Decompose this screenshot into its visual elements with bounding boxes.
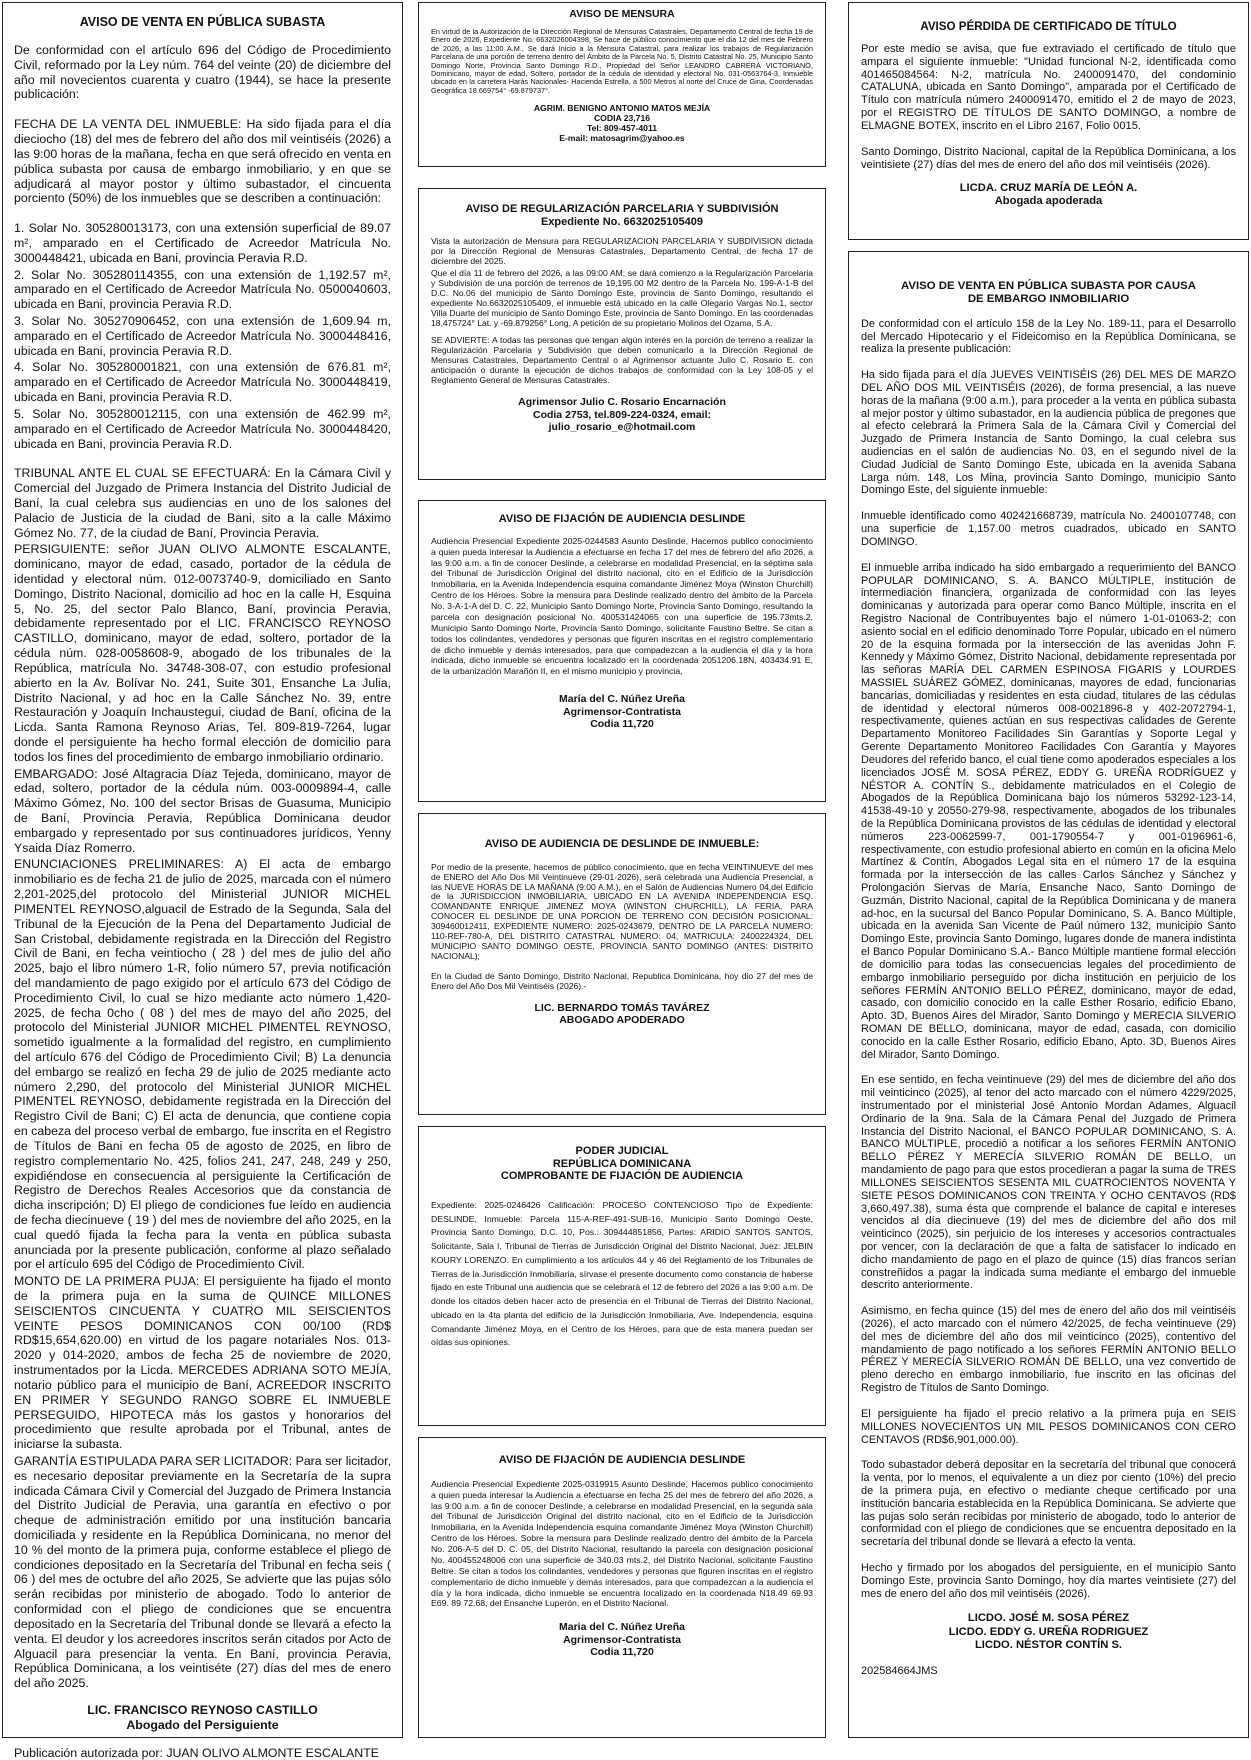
notice-paragraph: TRIBUNAL ANTE EL CUAL SE EFECTUARÁ: En la Cámara Civil y Comercial del Juzgado de Primera Instancia del Distrito Judicial de Baní, la cual celebra sus audiencias en uno de los salones del Palacio de Justicia de la ciudad de Bani, sito a la calle Máximo Gómez No. 77, de la ciudad de Baní, Provincia Peravia. bbox=[14, 466, 391, 540]
signature-role: Abogado del Persiguiente bbox=[126, 1717, 279, 1732]
signature-block bbox=[431, 1002, 813, 1027]
notice-paragraph: ENUNCIACIONES PRELIMINARES: A) El acta de embargo inmobiliario es de fecha 21 de julio de 2025, marcada con el número 2,201-2025,del protocolo del Ministerial JUNIOR MICHEL PIMENTEL REYNOSO,alguacil de Estrado de la Segunda, Sala del Tribunal de la Ejecución de la Pena del Departamento Judicial de San Cristobal, debidamente registrada en la Dirección del Registro Civil de Bani, en fecha veintiocho ( 28 ) del mes de julio del año 2025, bajo el libro número 1-R, folio número 57, previa notificación del mandamiento de pago exigido por el artículo 673 del Código de Procedimiento Civil, lo cual se hizo mediante acto número 1,420-2025, de fecha 0cho ( 08 ) del mes de mayo del año 2025, del protocolo del Ministerial JUNIOR MICHEL PIMENTEL REYNOSO, sometido igualmente a la formalidad del registro, en cumplimiento del artículo 676 del Código de Procedimiento Civil; B) La denuncia del embargo se realizó en fecha 29 de julio de 2025 mediante acto número 2,290, del protocolo del Ministerial JUNIOR MICHEL PIMENTEL REYNOSO, debidamente registrada en la Dirección del Registro Civil de Bani; C) El acta de denuncia, que contiene copia en cabeza del proceso verbal de embargo, fue inscrita en el Registro de Títulos de Bani en fecha 05 de agosto de 2025, en libro de registro complementario No. 425, folios 241, 247, 248, 249 y 250, expidiéndose en consecuencia al persiguiente la Certificación de Registro de Derechos Reales Accesorios que da constancia de dicha inscripción; D) El pliego de condiciones fue leído en audiencia de fecha diecinueve ( 19 ) del mes de noviembre del año 2025, en la cual quedó fijada la fecha para la venta en pública subasta anunciada por la presente publicación, conforme al plazo señalado por el artículo 695 del Código de Procedimiento Civil. bbox=[14, 857, 391, 1272]
notice-title-line: COMPROBANTE DE FIJACIÓN DE AUDIENCIA bbox=[500, 1170, 744, 1183]
signature-name: LICDO. EDDY G. UREÑA RODRIGUEZ bbox=[948, 1625, 1149, 1638]
notice-paragraph: Todo subastador deberá depositar en la secretaría del tribunal que conocerá la venta, por lo menos, el equivalente a un diez por ciento (10%) del precio de la primera puja, en efectivo o mediante cheque certificado por una institución bancaria establecida en la República Dominicana. Se advierte que las pujas solo serán recibidas por ministerio de abogado, todo lo anterior de conformidad con el pliego de condiciones que se encuentra depositado en la secretaría del tribunal donde se llevará a efecto la venta. bbox=[861, 1459, 1236, 1549]
signature-name: LICDO. NÉSTOR CONTÍN S. bbox=[974, 1639, 1123, 1652]
publication-footer: Publicación autorizada por: JUAN OLIVO ALMONTE ESCALANTE bbox=[14, 1745, 379, 1760]
notice-fecha: FECHA DE LA VENTA DEL INMUEBLE: Ha sido fijada para el día dieciocho (18) del mes de febrero del año dos mil veintiséis (2026) a las 9:00 horas de la mañana, fecha en que será ofrecido en venta en pública subasta por causa de embargo inmobiliario, y en que se adjudicará al mayor postor y último subastador, el cincuenta porciento (50%) de los inmuebles que se describen a continuación: bbox=[14, 117, 391, 206]
signature-block bbox=[14, 1703, 391, 1733]
solar-item: 3. Solar No. 305270906452, con una extensión de 1,609.94 m, amparado en el Certificado de Acreedor Matrícula No. 3000448416, ubicada en Bani, provincia Peravia R.D. bbox=[14, 314, 391, 358]
signature-codia: CODIA 23,716 bbox=[593, 113, 651, 124]
notice-paragraph: MONTO DE LA PRIMERA PUJA: El persiguiente ha fijado el monto de la primera puja en la suma de QUINCE MILLONES SEISCIENTOS CINCUENTA Y CUATRO MIL SEISCIENTOS VEINTE PESOS DOMINICANOS CON 00/100 (RD$ RD$15,654,620.00) en virtud de los pagare notariales Nos. 013-2020 y 014-2020, ambos de fecha 25 de noviembre de 2020, instrumentados por la Licda. MERCEDES ADRIANA SOTO MEJÍA, notario público para el municipio de Baní, ACREEDOR INSCRITO EN PRIMER Y SEGUNDO RANGO SOBRE EL INMUEBLE PERSEGUIDO, HIPOTECA más los gastos y honorarios del procedimiento que resulte aprobada por el Tribunal, antes de iniciarse la subasta. bbox=[14, 1274, 391, 1452]
notice-paragraph: El inmueble arriba indicado ha sido embargado a requerimiento del BANCO POPULAR DOMINICANO, S. A. BANCO MÚLTIPLE, institución de intermediación financiera, organizada de conformidad con las leyes dominicanas y autorizada para operar como Banco Múltiple, inscrita en el Registro Nacional de Contribuyentes bajo el número 1-01-01063-2; con asiento social en el edificio denominado Torre Popular, ubicado en el número 20 de la esquina formada por la intersección de las avenidas John F. Kennedy y Máximo Gómez, Distrito Nacional, debidamente representada por las señoras MARÍA DEL CARMEN ESPINOSA FIGARIS y LOURDES MASSIEL SUÁREZ GÓMEZ, dominicanas, mayores de edad, funcionarias bancarias, domiciliadas y residentes en esta ciudad, titulares de las cédulas de identidad y electoral números 008-0021896-8 y 402-2072794-1, respectivamente, quienes actúan en sus respectivas calidades de Gerente Departamento Monitoreo Facilidades Sin Garantías y Soporte Legal y Gerente Departamento Monitoreo Facilidades Con Garantía y Mayores Deudores del referido banco, el cual tiene como apoderados especiales a los licenciados JOSÉ M. SOSA PÉREZ, EDDY G. UREÑA RODRÍGUEZ y NÉSTOR A. CONTÍN S., debidamente matriculados en el Colegio de Abogados de la República Dominicana bajo los números 53292-123-14, 41538-49-10 y 20550-279-98, respectivamente, abogados de los tribunales de la República Dominicana provistos de las cédulas de identidad y electoral números 223-0062599-7, 001-1790554-7 y 001-0196961-6, respectivamente, con estudio profesional abierto en común en la oficina Melo Martínez & Contín, Abogados Legal sita en el número 17 de la esquina formada por la intersección de las calles Carlos Sánchez y Sánchez y Prolongación Siervas de María, Ensanche Naco, Santo Domingo de Guzmán, Distrito Nacional, capital de la República Dominicana y de manera ad-hoc, en la sucursal del Banco Popular Dominicano, S. A. Banco Múltiple, ubicada en la avenida San Vicente de Paúl número 132, municipio Santo Domingo Este, provincia Santo Domingo, lugares donde de manera indistinta el Banco Popular Dominicano S.A.- Banco Múltiple mantiene formal elección de domicilio para todas las consecuencias legales del procedimiento de embargo inmobiliario perseguido por dicha institución en perjuicio de los señores FERMÍN ANTONIO BELLO PÉREZ, dominicano, mayor de edad, casado, con domicilio conocido en la calle Esther Rosario, edificio Ebano, Apto. 3D, Buenos Aires del Mirador, Santo Domingo y MERECIA SILVERIO ROMAN DE BELLO, dominicana, mayor de edad, casada, con domicilio conocido en la calle Esther Rosario, edificio Ebano, Apto. 3D, Buenos Aires del Mirador, Santo Domingo. bbox=[861, 561, 1236, 1061]
solar-item: 1. Solar No. 305280013173, con una extensión superficial de 89.07 m², amparado en el Certificado de Acreedor Matrícula No. 3000448421, ubicada en Bani, provincia Peravia R.D. bbox=[14, 221, 391, 265]
notice-paragraph: De conformidad con el artículo 158 de la Ley No. 189-11, para el Desarrollo del Mercado Hipotecario y el Fideicomiso en la República Dominicana, se realiza la presente publicación: bbox=[861, 317, 1236, 356]
notice-title bbox=[861, 280, 1236, 307]
notice-title-line: REPÚBLICA DOMINICANA bbox=[552, 1157, 692, 1170]
signature-role: ABOGADO APODERADO bbox=[559, 1014, 685, 1027]
notice-title: AVISO DE FIJACIÓN DE AUDIENCIA DESLINDE bbox=[498, 513, 746, 525]
signature-role: Agrimensor-Contratista bbox=[563, 705, 681, 718]
notice-paragraph: Por medio de la presente, hacemos de público conocimiento, que en fecha VEINTINUEVE del mes de ENERO del Año Dos Mil Veintinueve (29-01-2026), será celebrada una Audiencia Presencial, a las NUEVE HORAS DE LA MAÑANA (9:00 A.M.), en el Salón de Audiencias Numero 04,del Edificio de la JURISDICCION INMOBILIARIA, UBICADO EN LA AVENIDA INDEPENDENCIA ESQ. COMANDANTE ENRIQUE JIMENEZ MOYA (WINSTON CHURCHILL), LA FERIA, PARA CONOCER EL DESLINDE DE UNA PORCION DE TERRENO CON DECISIÓN POSICIONAL: 309460012411, EXPEDIENTE NUMERO: 2025-0243679, DENTRO DE LA PARCELA NUMERO: 110-REF-780-A, DEL DISTRITO CATASTRAL NUMERO: 04, MATRICULA: 2400224324, DEL MUNICIPIO SANTO DOMINGO OESTE, PROVINCIA SANTO DOMINGO (ANTES: DISTRITO NACIONAL); bbox=[431, 861, 813, 961]
notice-title-line: DE EMBARGO INMOBILIARIO bbox=[967, 293, 1130, 306]
notice-title bbox=[431, 1145, 813, 1183]
notice-paragraph: Ha sido fijada para el día JUEVES VEINTISÉIS (26) DEL MES DE MARZO DEL AÑO DOS MIL VEINTISÉIS (2026), de forma presencial, a las nueve horas de la mañana (9:00 a.m.), para proceder a la venta en pública subasta al mejor postor y último subastador, en la audiencia pública de pregones que al efecto celebrará la Primera Sala de la Cámara Civil y Comercial del Juzgado de Primera Instancia de Santo Domingo, la cual celebra sus audiencias en el salón de audiencias No. 03, en el segundo nivel de la Ciudad Judicial de Santo Domingo Este, ubicada en la avenida Sabana Larga núm. 148, Los Mina, provincia Santo Domingo, municipio Santo Domingo Este, del siguiente inmueble: bbox=[861, 369, 1236, 497]
notice-audiencia-deslinde bbox=[418, 813, 826, 1115]
notice-paragraph: PERSIGUIENTE: señor JUAN OLIVO ALMONTE ESCALANTE, dominicano, mayor de edad, casado, portador de la cédula de identidad y electoral núm. 012-0073740-9, domiciliado en Santo Domingo, Distrito Nacional, domicilio ad hoc en la calle H, Esquina 5, No. 25, del sector Palo Blanco, Baní, provincia Peravia, debidamente representado por el LIC. FRANCISCO REYNOSO CASTILLO, dominicano, mayor de edad, soltero, portador de la cédula núm. 028-0058608-9, abogado de los tribunales de la República, matrícula No. 34748-308-07, con estudio profesional abierto en la Av. Bolívar No. 241, Suite 301, Ensanche La Julia, Distrito Nacional, y ad hoc en la Calle Sánchez No. 39, entre Restauración y Joaquín Inchaustegui, ciudad de Baní, oficina de la Licda. Santa Ramona Reynoso Arias, Tel. 809-819-7264, lugar donde el persiguiente ha hecho formal elección de domicilio para todos los fines del procedimiento de embargo inmobiliario ordinario. bbox=[14, 542, 391, 764]
signature-block bbox=[431, 396, 813, 434]
signature-role: Abogada apoderada bbox=[994, 195, 1103, 208]
notice-body: Audiencia Presencial Expediente 2025-0319915 Asunto Deslinde, Hacemos publico conocimiento a quien pueda interesar la Audiencia a efectuarse en fecha 25 del mes de febrero del año 2026, a las 9:00 a.m. a fin de conocer Deslinde, a celebrarse en modalidad Presencial, en la segunda sala del Tribunal de Jurisdicción Original del distrito nacional, cito en el Edificio de la Jurisdicción Inmobiliaria, en la Avenida Independencia esquina comandante Jiménez Moya (Winston Churchill) Centro de los Héroes. Sobre la mensura para Deslinde realizado dentro del ámbito de la Parcela No. 206-A-5 del D. C. 05, del Distrito Nacional, resultando la parcela con designación posicional No. 400455248006 con una superficie de 340.03 mts.2, del Distrito Nacional, solicitante Faustino Beltre. Se citan a todos los colindantes, vendedores y personas que figuren inscritas en el registro complementario de dicho inmueble y demás interesados, para que compadezcan a la audiencia el día y la hora indicada, dicho inmueble se encuentra localizado en la coordenada N18.49 69.93 E69. 89 72.68, del Ensanche Luperón, en el Distrito Nacional. bbox=[431, 1478, 813, 1609]
notice-title: AVISO DE VENTA EN PÚBLICA SUBASTA bbox=[79, 15, 326, 29]
signature-email: E-mail: matosagrim@yahoo.es bbox=[559, 132, 685, 143]
notice-title: AVISO DE AUDIENCIA DE DESLINDE DE INMUEBLE: bbox=[484, 838, 760, 850]
solar-item: 2. Solar No. 305280114355, con una extensión de 1,192.57 m², amparado en el Certificado de Acreedor Matrícula No. 0500040603, ubicada en Bani, provincia Peravia R.D. bbox=[14, 267, 391, 312]
notice-expediente: Expediente No. 6632025105409 bbox=[540, 215, 704, 228]
signature-name: LIC. FRANCISCO REYNOSO CASTILLO bbox=[87, 1702, 318, 1717]
signature-name: LICDO. JOSÉ M. SOSA PÉREZ bbox=[967, 1612, 1130, 1625]
notice-fijacion-audiencia-1 bbox=[418, 500, 826, 802]
notice-body: Expediente: 2025-0246426 Calificación: PROCESO CONTENCIOSO Tipo de Expediente: DESLINDE, Inmueble: Parcela 115-A-REF-491-SUB-16, Municipio Santo Domingo Oeste, Provincia Santo Domingo, D.C. 10, Pos.: 309444851856, Partes: ARIDIO SANTOS SANTOS, Solicitante, Sala I, Tribunal de Tierras de Jurisdicción Original del Distrito Nacional, Juez: JELBIN KOURY LORENZO. En cumplimiento a los artículos 44 y 46 del Reglamento de los Tribunales de Tierras de la Jurisdicción Inmobiliaria, sírvase el presente documento como constancia de haberse fijado en este Tribunal una audiencia que se celebrará el 12 de febrero del 2026 a las 9:00 a.m. De donde los citados deben hacer acto de presencia en el Tribunal de Tierras del Distrito Nacional, ubicado en la 4ta planta del edificio de la Jurisdicción Inmobiliaria, Ave. Independencia, esquina Comandante Jiménez Moya, en el Centro de los Héroes, para que de esta manera puedan ser oídas sus opiniones. bbox=[431, 1199, 813, 1348]
signature-block bbox=[431, 1621, 813, 1659]
signature-phone: Tel: 809-457-4011 bbox=[586, 122, 658, 133]
notice-fijacion-audiencia-2 bbox=[418, 1437, 826, 1738]
solar-item: 4. Solar No. 305280001821, con una extensión de 676.81 m², amparado en el Certificado de Acreedor Matrícula No. 3000448419, ubicada en Bani, provincia Peravia R.D. bbox=[14, 360, 391, 405]
signature-block bbox=[431, 693, 813, 731]
notice-paragraph: Hecho y firmado por los abogados del persiguiente, en el municipio Santo Domingo Este, provincia Santo Domingo, hoy día martes veintisiete (27) del mes de enero del año dos mil veintiséis (2026). bbox=[861, 1562, 1236, 1600]
notice-body: En virtud de la Autorización de la Dirección Regional de Mensuras Catastrales, Departamento Central de fecha 19 de Enero de 2026, Expediente No. 6632026004398, Se hace de público conocimiento que el día 12 del mes de Febrero de 2026, a las 11:00 A.M., Se dará Inicio a la Mensura Catastral, para realizar los trabajos de Regularización Parcelaria de una porción de terreno dentro del Ámbito de la Parcela No. 5, Distrito Catastral No. 25, Municipio Santo Domingo Norte, Provincia Santo Domingo R.D., Propiedad del Señor LEANDRO CABRERA VICTORIANO, Dominicano, mayor de edad, Soltero, portador de la cédula de identidad y electoral No. 031-0563764-3, Inmueble ubicado en la carretera Harás Nacionales- Hacienda Estrella, a 500 Metros al norte del Cruce de Gina, Coordenadas Geográfica 18.669754° -69.879737°. bbox=[431, 27, 813, 95]
notice-mensura bbox=[418, 2, 826, 167]
signature-name: AGRIM. BENIGNO ANTONIO MATOS MEJÍA bbox=[533, 103, 711, 114]
notice-title: AVISO PÉRDIDA DE CERTIFICADO DE TÍTULO bbox=[920, 20, 1177, 33]
signature-codia: Codia 11,720 bbox=[590, 1646, 654, 1659]
notice-paragraph: EMBARGADO: José Altagracia Díaz Tejeda, dominicano, mayor de edad, soltero, portador de la cédula núm. 003-0009894-4, calle Máximo Gómez, No. 100 del sector Brisas de Guasuma, Municipio de Baní, Provincia Peravia, República Dominicana deudor embargado y representado por sus continuadores jurídicos, Yenny Ysaida Díaz Romerro. bbox=[14, 766, 391, 855]
notice-title: AVISO DE MENSURA bbox=[569, 8, 675, 20]
reference-code: 202584664JMS bbox=[861, 1664, 938, 1677]
notice-venta-embargo-inmobiliario bbox=[848, 251, 1249, 1738]
signature-name: Maria del C. Núñez Ureña bbox=[558, 1621, 686, 1634]
signature-name: Agrimensor Julio C. Rosario Encarnación bbox=[518, 395, 726, 408]
signature-block bbox=[861, 1612, 1236, 1652]
signature-contact: Codia 2753, tel.809-224-0324, email: bbox=[532, 408, 712, 421]
notice-poder-judicial bbox=[418, 1126, 826, 1426]
signature-block bbox=[861, 182, 1236, 208]
notice-title-line: AVISO DE VENTA EN PÚBLICA SUBASTA POR CAUSA bbox=[901, 280, 1196, 292]
notice-paragraph: Santo Domingo, Distrito Nacional, capital de la República Dominicana, a los veintisiete (27) días del mes de enero del año dos mil veintiséis (2026). bbox=[861, 146, 1236, 172]
notice-paragraph: El persiguiente ha fijado el precio relativo a la primera puja en SEIS MILLONES NOVECIENTOS UN MIL PESOS DOMINICANOS CON CERO CENTAVOS (RD$6,901,000.00). bbox=[861, 1407, 1236, 1446]
notice-regularizacion-parcelaria bbox=[418, 188, 826, 480]
solar-item: 5. Solar No. 305280012115, con una extensión de 462.99 m², amparado en el Certificado de Acreedor Matrícula No. 3000448420, ubicada en Bani, provincia Peravia R.D. bbox=[14, 406, 391, 451]
notice-paragraph: Que el día 11 de febrero del 2026, a las 09:00 AM; se dará comienzo a la Regularización Parcelaria y Subdivisión de una porción de terrenos de 19,195.00 M2 dentro de la Parcela No. 199-A-1-B del D.C. No.06 del municipio de Santo Domingo Este, provincia de Santo Domingo, resultando el expediente No.6632025105409, el inmueble está ubicado en la calle Olegario Vargas No.1, sector Villa Duarte del municipio de Santo Domingo Este, provincia de Santo Domingo. En las coordenadas 18.475724° Lat. y -69.879256° Long. A petición de su propietario Molinos del Ozama, S.A. bbox=[431, 268, 813, 328]
notice-intro: De conformidad con el artículo 696 del Código de Procedimiento Civil, reformado por la Ley núm. 764 del veinte (20) de diciembre del año mil novecientos cuarenta y cuatro (1944), se hace la presente publicación: bbox=[14, 43, 391, 102]
notice-paragraph: Por este medio se avisa, que fue extraviado el certificado de título que ampara el siguiente inmueble: "Unidad funcional N-2, identificada como 401465084564: N-2, matrícula No. 2400091470, del condominio CATALUNA, ubicada en Santo Domingo", amparada por el Certificado de Título con matrícula número 2400091470, emitido el 2 de mayo de 2023, por el REGISTRO DE TÍTULOS DE SANTO DOMINGO, a nombre de ELMAGNE BOTEX, inscrito en el Libro 2167, Folio 0015. bbox=[861, 42, 1236, 133]
notice-perdida-certificado bbox=[848, 2, 1249, 240]
notice-paragraph: Inmueble identificado como 402421668739, matrícula No. 2400107748, con una superficie de 1,157.00 metros cuadrados, ubicado en SANTO DOMINGO. bbox=[861, 510, 1236, 548]
signature-codia: Codia 11,720 bbox=[590, 718, 654, 731]
notice-body: Audiencia Presencial Expediente 2025-0244583 Asunto Deslinde, Hacemos publico conocimiento a quien pueda interesar la Audiencia a efectuarse en fecha 17 del mes de febrero del año 2026, a las 9:00 a.m. a fin de conocer Deslinde, a celebrarse en modalidad Presencial, en la séptima sala del Tribunal de Jurisdicción Original del distrito nacional, cito en el Edificio de la Jurisdicción Inmobiliaria, en la Avenida Independencia esquina comandante Jiménez Moya (Winston Churchill) Centro de los Héroes. Sobre la mensura para Deslinde realizado dentro del ámbito de la Parcela No. 3-A-1-A del D. C. 22, Municipio Santo Domingo Norte, Provincia Santo Domingo, resultando la parcela con designación posicional No. 400531424065 con una superficie de 195.73mts.2, Municipio Santo Domingo Norte, Provincia Santo Domingo, solicitante Faustino Beltre. Se citan a todos los colindantes, vendedores y personas que figuren inscritas en el registro complementario de dicho inmueble y demás interesados, para que compadezcan a la audiencia el día y la hora indicada, dicho inmueble se encuentra localizado en la coordenada 2051206.18N, 403434.91 E, de la urbanización Marañón II, en el mismo municipio y provincia, bbox=[431, 535, 813, 677]
notice-title: AVISO DE FIJACIÓN DE AUDIENCIA DESLINDE bbox=[498, 1454, 746, 1466]
notice-title-line: AVISO DE REGULARIZACIÓN PARCELARIA Y SUBDIVISIÓN bbox=[465, 203, 779, 215]
notice-paragraph: Vista la autorización de Mensura para REGULARIZACION PARCELARIA Y SUBDIVISION dictada por la Dirección Regional de Mensuras Catastrales, Departamento Central, de fecha 17 de diciembre del 2025. bbox=[431, 236, 813, 267]
signature-block bbox=[431, 104, 813, 144]
notice-venta-publica-subasta bbox=[2, 2, 403, 1760]
notice-paragraph: En ese sentido, en fecha veintinueve (29) del mes de diciembre del año dos mil veinticinco (2025), al tenor del acto marcado con el número 4229/2025, instrumentado por el ministerial José Antonio Mordan Adames, Alguacil Ordinario de la 9na. Sala de la Cámara Penal del Juzgado de Primera Instancia del Distrito Nacional, el BANCO POPULAR DOMINICANO, S. A. BANCO MÚLTIPLE, procedió a notificar a los señores FERMÍN ANTONIO BELLO PÉREZ Y MERECÍA SILVERIO ROMÁN DE BELLO, un mandamiento de pago para que estos procedieran a pagar la suma de TRES MILLONES SEISCIENTOS SESENTA MIL CUATROCIENTOS NOVENTA Y SIETE PESOS DOMINICANOS CON TREINTA Y OCHO CENTAVOS (RD$ 3,660,497.38), suma ésta que comprende el balance de capital e intereses vencidos al día diecinueve (19) del mes de diciembre del año dos mil veinticinco (2025), sin perjuicio de los intereses y accesorios contractuales por vencer, con la declaración de que a falta de satisfacer lo indicado en dicho mandamiento de pago en el plazo de quince (15) días francos serían constreñidos a pagar la indicada suma mediante el embargo del inmueble descrito anteriormente. bbox=[861, 1074, 1236, 1292]
notice-title bbox=[431, 203, 813, 228]
signature-email: julio_rosario_e@hotmail.com bbox=[548, 421, 696, 434]
notice-title-line: PODER JUDICIAL bbox=[575, 1145, 669, 1157]
signature-role: Agrimensor-Contratista bbox=[563, 1633, 681, 1646]
notice-paragraph: Asimismo, en fecha quince (15) del mes de enero del año dos mil veintiséis (2026), el acto marcado con el número 42/2025, de fecha veintinueve (29) del mes de diciembre del año dos mil veinticinco (2025), contentivo del mandamiento de pago notificado a los señores FERMÍN ANTONIO BELLO PÉREZ Y MERECÍA SILVERIO ROMÁN DE BELLO, una vez convertido de pleno derecho en embargo inmobiliario, fue inscrito en las oficinas del Registro de Títulos de Santo Domingo. bbox=[861, 1305, 1236, 1395]
notice-paragraph: GARANTÍA ESTIPULADA PARA SER LICITADOR: Para ser licitador, es necesario depositar previamente en la Secretaría de la supra indicada Cámara Civil y Comercial del Juzgado de Primera Instancia del Distrito Judicial de Peravia, una garantía en efectivo o por cheque de administración emitido por una institución bancaria domiciliada y residente en la República Dominicana, no menor del 10 % del monto de la primera puja, conforme establece el pliego de condiciones depositado en la Secretaría del Tribunal en fecha seis ( 06 ) del mes de octubre del año 2025, Se advierte que las pujas sólo serán recibidas por ministerio de abogado. Todo lo anterior de conformidad con el pliego de condiciones que se encuentra depositado en la Secretaría del Tribunal donde se llevará a efecto la venta. El deudor y los acreedores inscritos serán citados por Acto de Alguacil para presenciar la venta. En Baní, provincia Peravia, República Dominicana, a los veintiséte (27) días del mes de enero del año 2025. bbox=[14, 1453, 391, 1691]
signature-name: LIC. BERNARDO TOMÁS TAVÁREZ bbox=[534, 1001, 710, 1014]
notice-paragraph: En la Ciudad de Santo Domingo, Distrito Nacional, Republica Dominicana, hoy dio 27 del mes de Enero del Año Dos Mil Veintiséis (2026).- bbox=[431, 970, 813, 991]
signature-name: LICDA. CRUZ MARÍA DE LEÓN A. bbox=[959, 182, 1138, 195]
signature-name: María del C. Núñez Ureña bbox=[558, 693, 686, 706]
notice-paragraph: SE ADVIERTE: A todas las personas que tengan algún interés en la porción de terreno a realizar la Regularización Parcelaria y Subdivisión que deben comunicarlo a la Dirección Regional de Mensuras Catastrales, Departamento Central o al Agrimensor actuante Julio C. Rosario E. con anticipación o durante la ejecución de dichos trabajos de conformidad con la Ley 108-05 y el Reglamento General de Mensuras Catastrales. bbox=[431, 335, 813, 386]
